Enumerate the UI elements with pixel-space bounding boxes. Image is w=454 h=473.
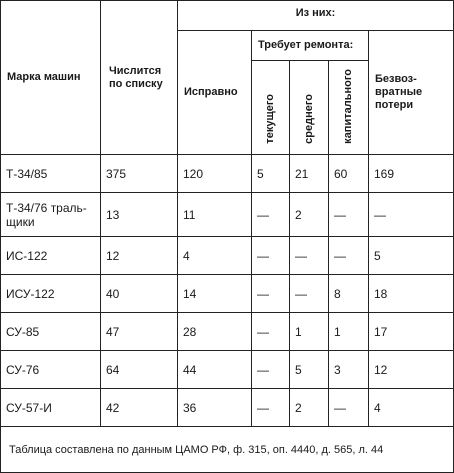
table-row — [1, 193, 454, 237]
cell-ok: 14 — [178, 275, 252, 313]
cell-current: — — [252, 237, 290, 275]
table-row — [1, 389, 454, 427]
header-of-them: Из них: — [178, 1, 454, 31]
header-needs-repair: Требует ремонта: — [252, 31, 369, 61]
cell-losses: 169 — [369, 155, 454, 193]
header-capital-cell — [329, 61, 369, 155]
header-losses: Безвоз-вратные потери — [369, 31, 454, 155]
cell-listed: 42 — [101, 389, 178, 427]
cell-ok: 11 — [178, 193, 252, 237]
cell-medium: 1 — [290, 313, 329, 351]
header-medium: среднего — [302, 94, 315, 144]
cell-losses: 17 — [369, 313, 454, 351]
cell-medium: 5 — [290, 351, 329, 389]
header-medium-cell — [290, 61, 329, 155]
cell-current: — — [252, 193, 290, 237]
header-row-1 — [1, 1, 454, 31]
cell-capital: — — [329, 389, 369, 427]
cell-mark: СУ-57-И — [1, 389, 101, 427]
cell-ok: 36 — [178, 389, 252, 427]
table-row — [1, 351, 454, 389]
cell-mark: ИС-122 — [1, 237, 101, 275]
cell-ok: 120 — [178, 155, 252, 193]
cell-listed: 40 — [101, 275, 178, 313]
cell-mark: Т-34/76 траль-щики — [1, 193, 101, 237]
cell-medium: 2 — [290, 389, 329, 427]
cell-mark: Т-34/85 — [1, 155, 101, 193]
source-note: Таблица составлена по данным ЦАМО РФ, ф. 315, оп. 4440, д. 565, л. 44 — [1, 427, 454, 473]
cell-listed: 12 — [101, 237, 178, 275]
cell-mark: ИСУ-122 — [1, 275, 101, 313]
header-listed: Числится по списку — [101, 1, 178, 155]
cell-mark: СУ-76 — [1, 351, 101, 389]
cell-medium: 21 — [290, 155, 329, 193]
cell-losses: — — [369, 193, 454, 237]
cell-current: — — [252, 351, 290, 389]
cell-ok: 28 — [178, 313, 252, 351]
cell-losses: 12 — [369, 351, 454, 389]
cell-mark: СУ-85 — [1, 313, 101, 351]
cell-current: — — [252, 389, 290, 427]
cell-ok: 4 — [178, 237, 252, 275]
cell-capital: 1 — [329, 313, 369, 351]
cell-listed: 64 — [101, 351, 178, 389]
table-row — [1, 237, 454, 275]
header-current-cell — [252, 61, 290, 155]
cell-capital: 8 — [329, 275, 369, 313]
cell-capital: 3 — [329, 351, 369, 389]
cell-current: — — [252, 275, 290, 313]
cell-capital: 60 — [329, 155, 369, 193]
cell-listed: 13 — [101, 193, 178, 237]
cell-listed: 47 — [101, 313, 178, 351]
cell-capital: — — [329, 237, 369, 275]
cell-medium: — — [290, 275, 329, 313]
table-row — [1, 275, 454, 313]
cell-listed: 375 — [101, 155, 178, 193]
cell-current: 5 — [252, 155, 290, 193]
table-row — [1, 313, 454, 351]
cell-medium: 2 — [290, 193, 329, 237]
cell-capital: — — [329, 193, 369, 237]
table-row — [1, 155, 454, 193]
cell-ok: 44 — [178, 351, 252, 389]
cell-medium: — — [290, 237, 329, 275]
header-ok: Исправно — [178, 31, 252, 155]
cell-losses: 4 — [369, 389, 454, 427]
header-mark: Марка машин — [1, 1, 101, 155]
header-current: текущего — [264, 94, 276, 144]
note-row — [1, 427, 454, 473]
cell-losses: 5 — [369, 237, 454, 275]
cell-losses: 18 — [369, 275, 454, 313]
header-capital: капитального — [342, 69, 354, 144]
cell-current: — — [252, 313, 290, 351]
